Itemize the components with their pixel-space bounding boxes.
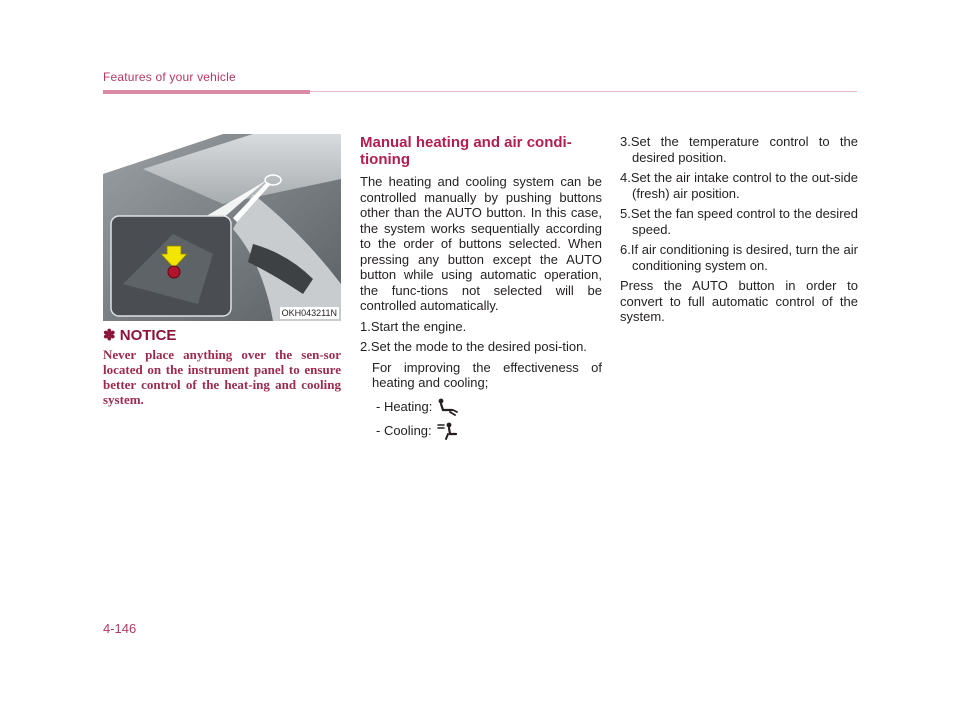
car-dashboard-illustration: [103, 134, 341, 321]
heating-label: - Heating:: [376, 398, 433, 414]
header-rule: [310, 91, 857, 92]
heating-line: [360, 395, 602, 419]
main-column: [360, 134, 602, 443]
notice-body: Never place anything over the sen-sor located on the instrument panel to ensure better control of the heat-ing and cooling system.: [103, 347, 341, 407]
header-title: Features of your vehicle: [103, 70, 236, 84]
cooling-label: - Cooling:: [376, 422, 432, 438]
step-1: 1.Start the engine.: [360, 318, 467, 334]
cooling-line: [360, 419, 602, 443]
step-4: 4.Set the air intake control to the out-side (fresh) air position.: [620, 170, 858, 201]
page-number: 4-146: [103, 621, 137, 636]
figure-caption: OKH043211N: [281, 308, 337, 318]
step-2: 2.Set the mode to the desired posi-tion.: [360, 339, 587, 354]
header-rule-accent: [103, 90, 310, 94]
step-5: 5.Set the fan speed control to the desired speed.: [620, 206, 858, 237]
face-mode-icon: [436, 421, 458, 441]
section-heading: Manual heating and air condi-tioning: [360, 134, 572, 168]
step-3: 3.Set the temperature control to the desired position.: [620, 134, 858, 165]
right-column: [620, 134, 858, 330]
sensor-figure: [103, 134, 341, 321]
sensor-dot-icon: [168, 266, 180, 278]
intro-paragraph: The heating and cooling system can be controlled manually by pushing buttons other than the AUTO button. In this case, the system works sequentially according to the order of buttons selected. When pressing any button except the AUTO button while using automatic operation, the func-tions not selected will be controlled automatically.: [360, 174, 602, 313]
step-6: 6.If air conditioning is desired, turn the air conditioning system on.: [620, 242, 858, 273]
notice-title: ✽ NOTICE: [103, 327, 177, 344]
closing-paragraph: Press the AUTO button in order to convert to full automatic control of the system.: [620, 278, 858, 324]
step-2-note: For improving the effectiveness of heating and cooling;: [372, 359, 602, 390]
floor-mode-icon: [436, 397, 458, 417]
